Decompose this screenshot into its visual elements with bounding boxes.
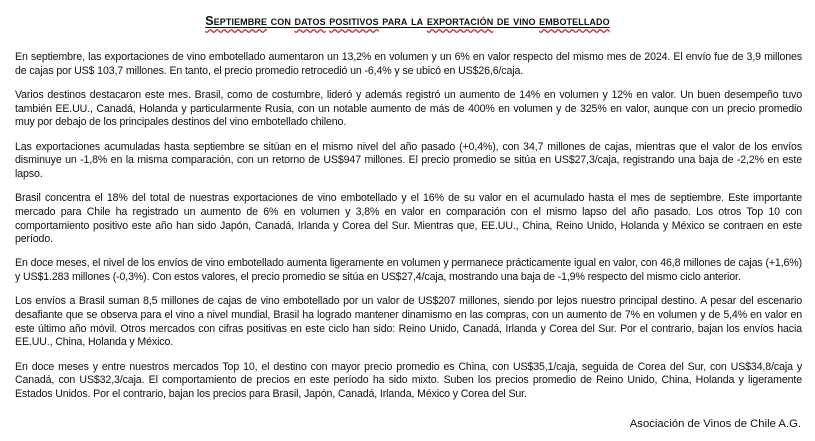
title-word: exportación: [426, 14, 494, 28]
signature: Asociación de Vinos de Chile A.G.: [629, 418, 801, 430]
paragraph-accumulated-exports: Las exportaciones acumuladas hasta septiembre se sitúan en el mismo nivel del año pasado (+0,4%), con 34,7 millones de cajas, mientras que el valor de los envíos disminuye un -1,8% en la misma comparación, con un retorno de US$947 millones. El precio promedio se sitúa en US$27,3/caja, registrando una baja de -2,2% en este lapso.: [15, 140, 802, 180]
paragraph-twelve-months: En doce meses, el nivel de los envíos de vino embotellado aumenta ligeramente en volumen y permanece prácticamente igual en valor, con 46,8 millones de cajas (+1,6%) y US$1.283 millones (-0,3%). Con estos valores, el precio promedio se sitúa en US$27,4/caja, mostrando una baja de -1,9% respecto del mismo ciclo anterior.: [15, 257, 802, 284]
paragraph-destinations-highlight: Varios destinos destacaron este mes. Brasil, como de costumbre, lideró y además registró un aumento de 14% en volumen y 12% en valor. Un buen desempeño tuvo también EE.UU., Canadá, Holanda y particularmente Rusia, con un notable aumento de más de 400% en volumen y de 325% en valor, aunque con un precio promedio muy por debajo de los principales destinos del vino embotellado chileno.: [15, 88, 802, 129]
document-body: [15, 51, 802, 412]
title-word: positivos: [329, 14, 379, 28]
title-word: de vino: [493, 14, 540, 28]
paragraph-brazil-shipments: Los envíos a Brasil suman 8,5 millones de cajas de vino embotellado por un valor de US$207 millones, siendo por lejos nuestro principal destino. A pesar del escenario desafiante que se observa para el vino a nivel mundial, Brasil ha logrado mantener dinamismo en las compras, con un aumento de 7% en volumen y de 5,4% en valor en este último año móvil. Otros mercados con cifras positivas en este ciclo han sido: Reino Unido, Canadá, Irlanda y Corea del Sur. Por el contrario, bajan los envíos hacia EE.UU., China, Holanda y México.: [15, 295, 802, 349]
title-word: embotellado: [539, 14, 610, 28]
title-word: Septiembre: [205, 14, 268, 28]
document-title: [0, 14, 815, 28]
title-word: datos: [294, 14, 326, 28]
paragraph-prices-top10: En doce meses y entre nuestros mercados Top 10, el destino con mayor precio promedio es China, con US$35,1/caja, seguida de Corea del Sur, con US$34,8/caja y Canadá, con US$32,3/caja. El comportamiento de precios en este período ha sido mixto. Suben los precios promedio de Reino Unido, China, Holanda y ligeramente Estados Unidos. Por el contrario, bajan los precios para Brasil, Japón, Canadá, Irlanda, México y Corea del Sur.: [15, 360, 802, 401]
title-word: para la: [378, 14, 427, 28]
paragraph-september-summary: En septiembre, las exportaciones de vino embotellado aumentaron un 13,2% en volumen y un 6% en valor respecto del mismo mes de 2024. El envío fue de 3,9 millones de cajas por US$ 103,7 millones. En tanto, el precio promedio retrocedió un -6,4% y se ubicó en US$26,6/caja.: [15, 51, 802, 77]
title-word: con: [267, 14, 295, 28]
paragraph-brazil-share: Brasil concentra el 18% del total de nuestras exportaciones de vino embotellado y el 16% de su valor en el acumulado hasta el mes de septiembre. Este importante mercado para Chile ha registrado un aumento de 6% en volumen y 3,8% en valor en comparación con el mismo lapso del año pasado. Los otros Top 10 con comportamiento positivo este año han sido Japón, Canadá, Irlanda y Corea del Sur. Mientras que, EE.UU., China, Reino Unido, Holanda y México se contraen en este período.: [15, 192, 802, 246]
